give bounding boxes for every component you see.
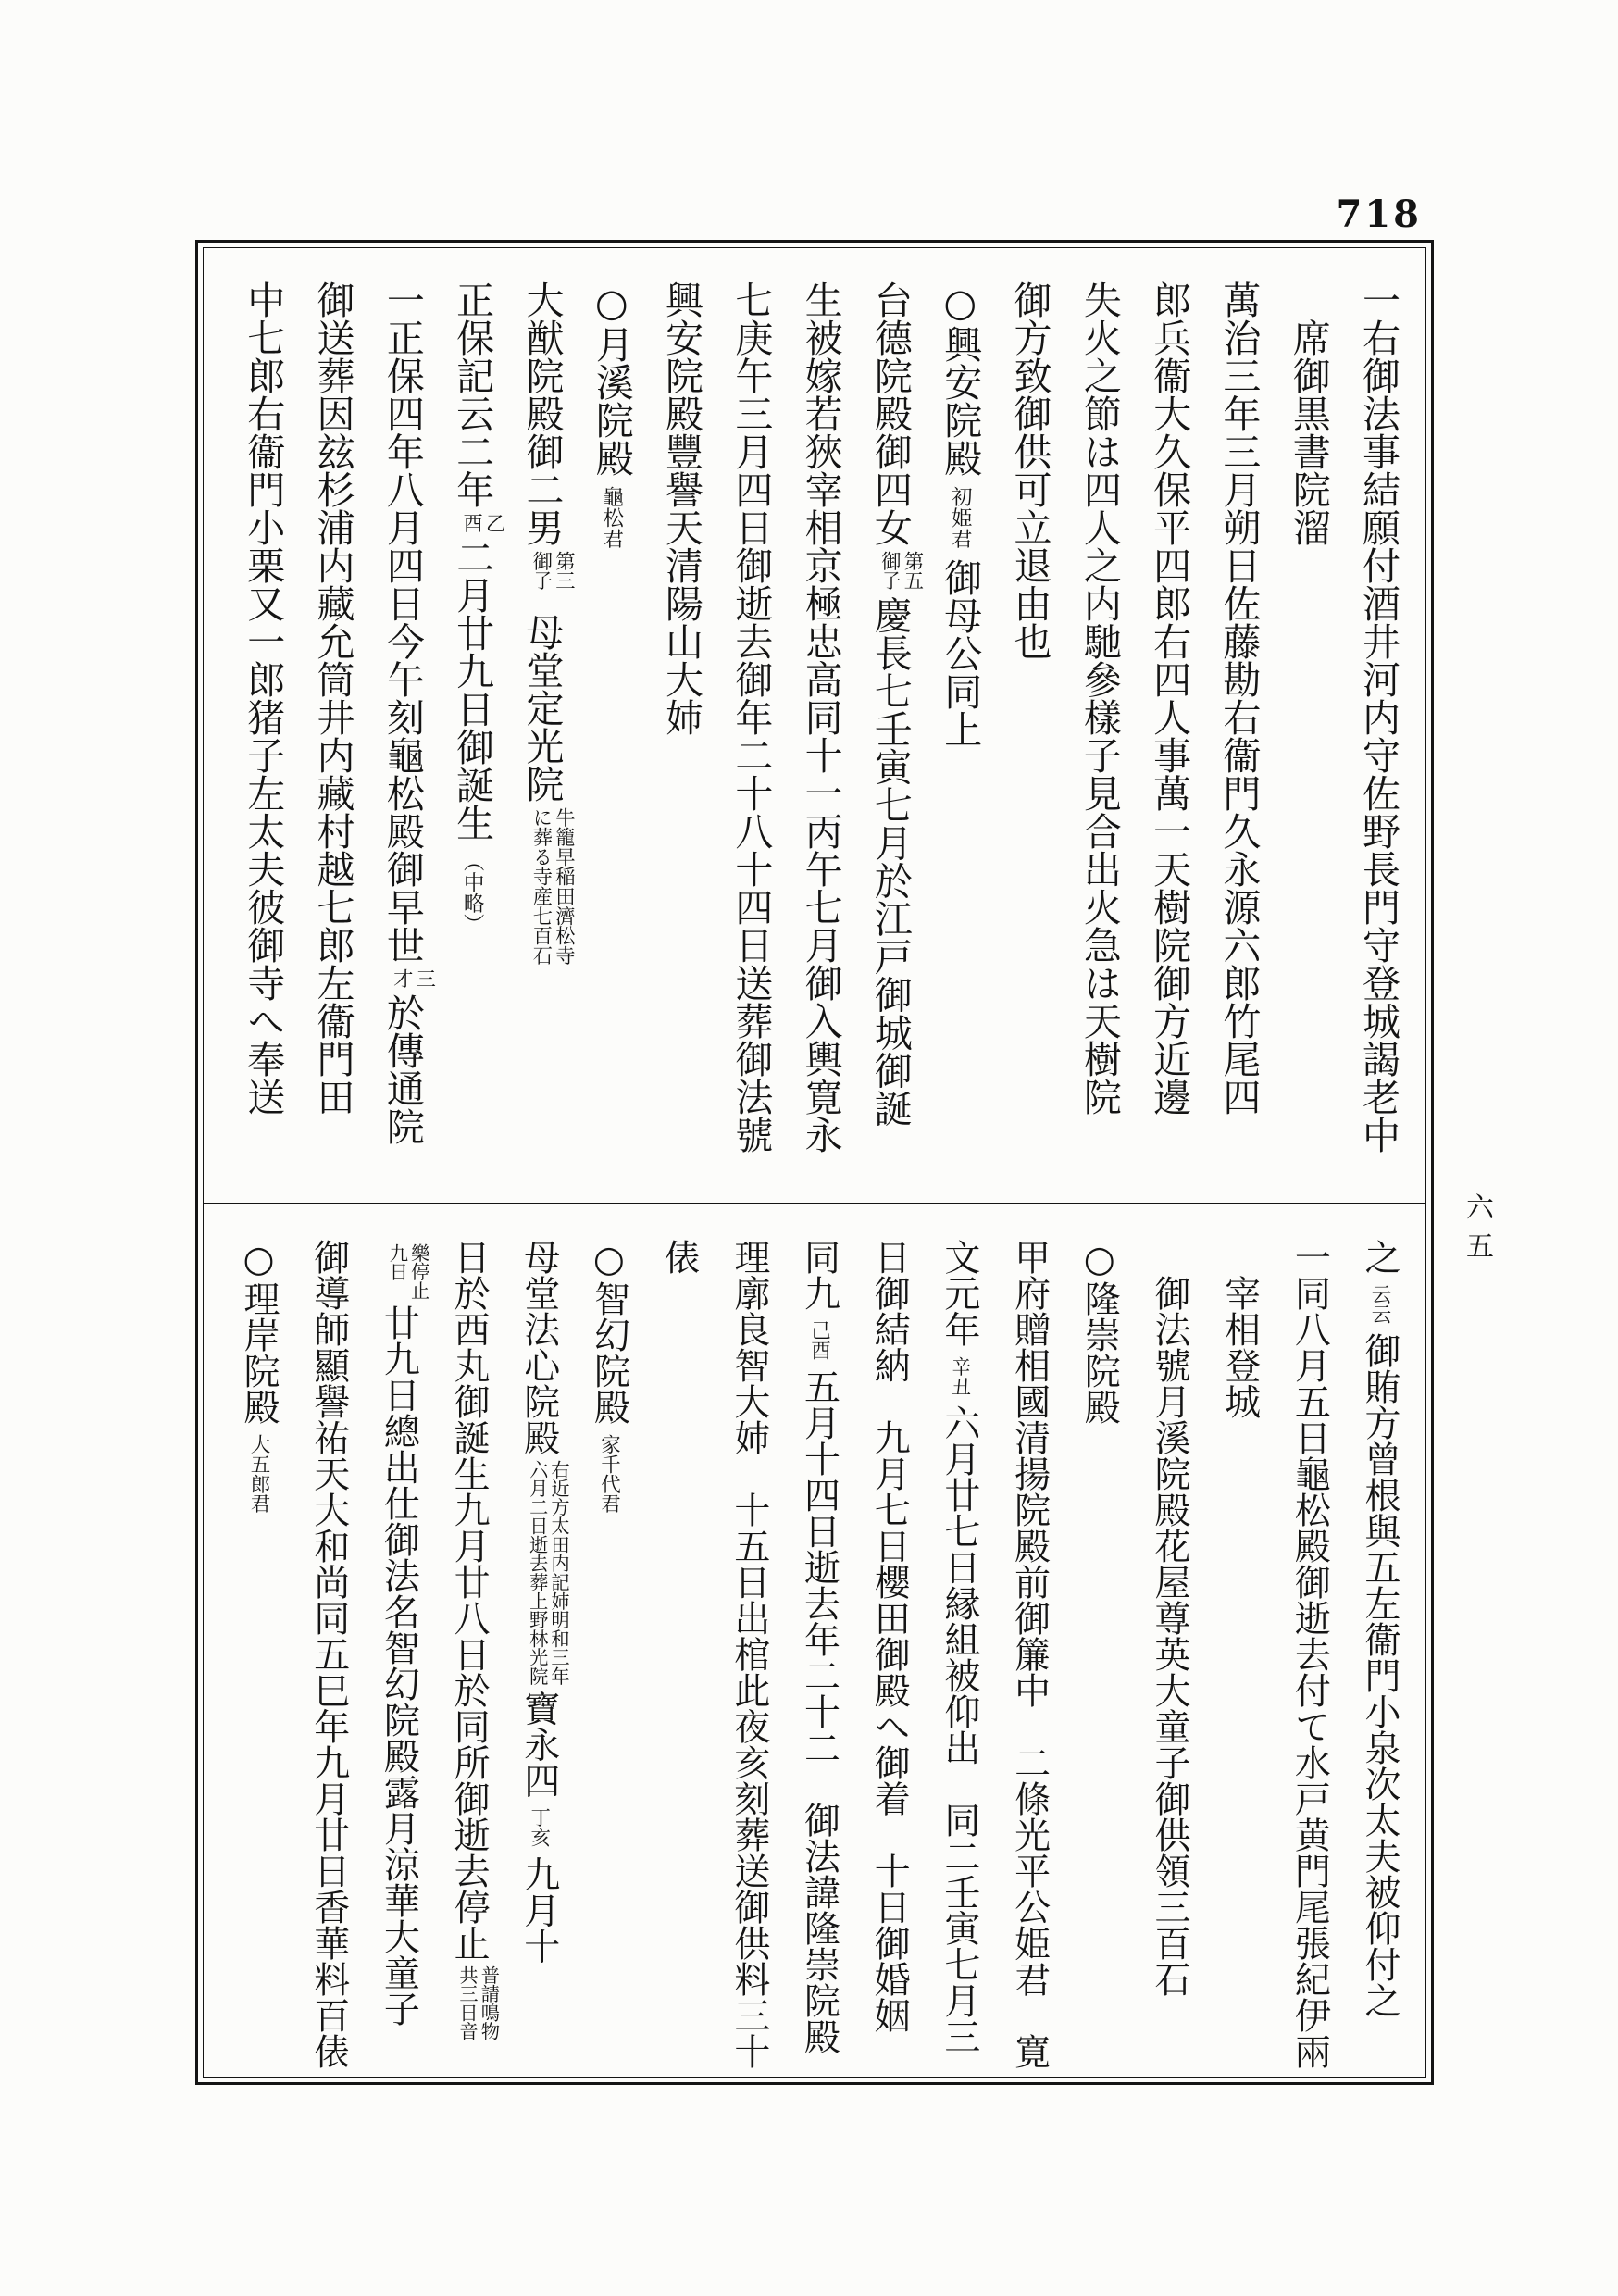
entry-heading: ○興安院殿: [938, 281, 983, 477]
column-text: 生被嫁若狹宰相京極忠高同十一丙午七月御入輿寛永: [798, 281, 843, 1154]
column-text: 七庚午三月四日御逝去御年二十八十四日送葬御法號: [728, 281, 774, 1154]
warichu-line-left: 六月二日逝去葬上野林光院: [526, 1460, 549, 1686]
column-text: 慶長七壬寅七月於江戸御城御誕: [867, 595, 913, 1128]
text-column: [994, 1239, 1064, 2077]
inline-note: 龜松君: [599, 486, 624, 549]
text-column: [1203, 281, 1273, 1169]
text-column: [576, 281, 645, 1169]
margin-page-number: 六五: [1461, 1192, 1493, 1270]
warichu-line-right: 樂停止: [407, 1243, 430, 1300]
column-text: 理廓良智大姉 十五日出棺此夜亥刻葬送御供料三十: [728, 1239, 770, 2069]
column-text: 御賄方曾根與五左衞門小泉次太夫被仰付之: [1359, 1332, 1400, 2019]
column-text: 日於西丸御誕生九月廿八日於同所御逝去停止: [448, 1239, 491, 1961]
column-text: 日御結納 九月七日櫻田御殿へ御着 十日御婚姻: [868, 1239, 911, 2033]
text-column: [1344, 1239, 1414, 2077]
inline-note: 辛丑: [947, 1355, 971, 1396]
inline-note: 云云: [1368, 1283, 1391, 1324]
text-column: [1064, 281, 1134, 1169]
warichu-note: [526, 1460, 569, 1685]
page-number: 718: [1336, 193, 1422, 236]
warichu-note: [877, 551, 923, 591]
column-text: 御送葬因玆杉浦内藏允筒井内藏村越七郎左衞門田: [310, 281, 355, 1116]
column-text: 台德院殿御四女: [867, 281, 913, 546]
text-column: [784, 1239, 854, 2077]
column-text: 一右御法事結願付酒井河内守佐野長門守登城謁老中: [1356, 281, 1400, 1154]
warichu-note: [459, 513, 504, 532]
warichu-line-right: 第三: [552, 551, 576, 591]
lower-section: [223, 1239, 1414, 2077]
warichu-line-right: 右近方太田内記姉明和三年: [548, 1460, 571, 1686]
entry-heading: ○智幻院殿: [588, 1239, 630, 1425]
column-text: 御法號月溪院殿花屋尊英大童子御供領三百石: [1148, 1275, 1190, 1997]
warichu-note: [529, 551, 574, 591]
text-column: [925, 281, 994, 1169]
text-column: [716, 281, 785, 1169]
inline-note: （中略）: [460, 851, 485, 935]
text-column: [924, 1239, 994, 2077]
warichu-line-left: 御子: [529, 551, 553, 591]
text-column: [1273, 281, 1342, 1169]
warichu-line-left: 才: [390, 968, 414, 989]
text-column: [364, 1239, 434, 2077]
warichu-note: [390, 968, 435, 988]
warichu-line-right: 第五: [900, 551, 924, 591]
text-column: [223, 1239, 293, 2077]
inline-note: 家千代君: [597, 1433, 621, 1514]
entry-heading: ○月溪院殿: [589, 281, 634, 477]
warichu-line-left: 九日: [386, 1243, 409, 1281]
inline-note: 己酉: [807, 1319, 831, 1360]
column-text: 之: [1359, 1239, 1400, 1275]
inline-note: 初姫君: [948, 486, 973, 549]
text-column: [1134, 1239, 1204, 2077]
column-text: 御母公同上: [938, 557, 983, 748]
column-text: 母堂定光院: [519, 612, 565, 803]
column-text: 一同八月五日龜松殿御逝去付て水戸黄門尾張紀伊兩: [1288, 1239, 1331, 2069]
column-text: 俵: [658, 1239, 701, 1275]
column-text: 於傳通院: [380, 992, 425, 1145]
text-column: [506, 281, 576, 1169]
warichu-line-left: 酉: [459, 513, 483, 533]
column-text: 失火之節は四人之内馳參樣子見合出火急は天樹院: [1077, 281, 1122, 1116]
warichu-line-right: 三: [412, 968, 436, 989]
entry-heading: ○理岸院殿: [238, 1239, 280, 1425]
text-column: [504, 1239, 574, 2077]
column-text: 九月十: [517, 1855, 560, 1965]
text-column: [1064, 1239, 1135, 2077]
upper-section: [228, 281, 1413, 1169]
text-column: [854, 1239, 925, 2077]
section-divider: [203, 1203, 1426, 1205]
warichu-line-left: 共三日音: [456, 1965, 479, 2041]
column-text: 母堂法心院殿: [517, 1239, 560, 1455]
text-column: [367, 281, 437, 1169]
column-text: 萬治三年三月朔日佐藤勘右衞門久永源六郎竹尾四: [1216, 281, 1262, 1116]
warichu-line-left: に葬る寺産七百石: [529, 807, 553, 966]
column-text: 二月廿九日御誕生: [450, 537, 495, 842]
warichu-note: [529, 807, 574, 966]
warichu-line-right: 乙: [482, 513, 506, 533]
inline-note: 丁亥: [527, 1807, 551, 1848]
column-text: 正保記云二年: [450, 281, 495, 508]
column-text: 甲府贈相國清揚院殿前御簾中 二條光平公姫君 寛: [1008, 1239, 1051, 2069]
column-text: 宰相登城: [1218, 1275, 1261, 1419]
warichu-line-right: 牛籠早稲田濟松寺: [552, 807, 576, 966]
warichu-line-left: 御子: [877, 551, 902, 591]
entry-heading: ○隆崇院殿: [1078, 1239, 1121, 1425]
text-column: [433, 1239, 504, 2077]
text-column: [714, 1239, 784, 2077]
column-text: 御導師顯譽祐天大和尚同五巳年九月廿日香華料百俵: [307, 1239, 350, 2069]
text-column: [1204, 1239, 1275, 2077]
text-column: [1343, 281, 1413, 1169]
column-text: 一正保四年八月四日今午刻龜松殿御早世: [380, 281, 425, 964]
text-column: [437, 281, 506, 1169]
column-text: 御方致御供可立退由也: [1007, 281, 1052, 660]
text-column: [297, 281, 367, 1169]
column-text: 五月十四日逝去年二十二 御法諱隆崇院殿: [798, 1368, 840, 2055]
column-text: 廿九日總出仕御法名智幻院殿露月涼華大童子: [378, 1304, 420, 2027]
column-text: 同九: [798, 1239, 840, 1311]
text-column: [293, 1239, 364, 2077]
text-column: [855, 281, 925, 1169]
column-text: 席御黒書院溜: [1286, 318, 1331, 546]
column-text: 興安院殿豐譽天清陽山大姉: [659, 281, 704, 736]
text-column: [228, 281, 297, 1169]
text-column: [646, 281, 716, 1169]
warichu-note: [386, 1243, 429, 1300]
inline-note: 大五郎君: [247, 1433, 270, 1514]
column-text: 寶永四: [517, 1690, 560, 1799]
column-text: 大猷院殿御二男: [519, 281, 565, 546]
text-column: [1134, 281, 1203, 1169]
warichu-note: [456, 1965, 500, 2040]
column-text: 文元年: [938, 1239, 980, 1347]
text-column: [994, 281, 1064, 1169]
text-column: [643, 1239, 714, 2077]
text-column: [1275, 1239, 1345, 2077]
column-text: 六月廿七日縁組被仰出 同二壬寅七月三: [938, 1404, 980, 2055]
warichu-line-right: 普請鳴物: [478, 1965, 501, 2041]
text-column: [785, 281, 854, 1169]
column-text: 郎兵衞大久保平四郎右四人事萬一天樹院御方近邊: [1147, 281, 1192, 1116]
column-text: 中七郎右衞門小栗又一郎猪子左太夫彼御寺へ奉送: [241, 281, 286, 1116]
text-column: [574, 1239, 644, 2077]
